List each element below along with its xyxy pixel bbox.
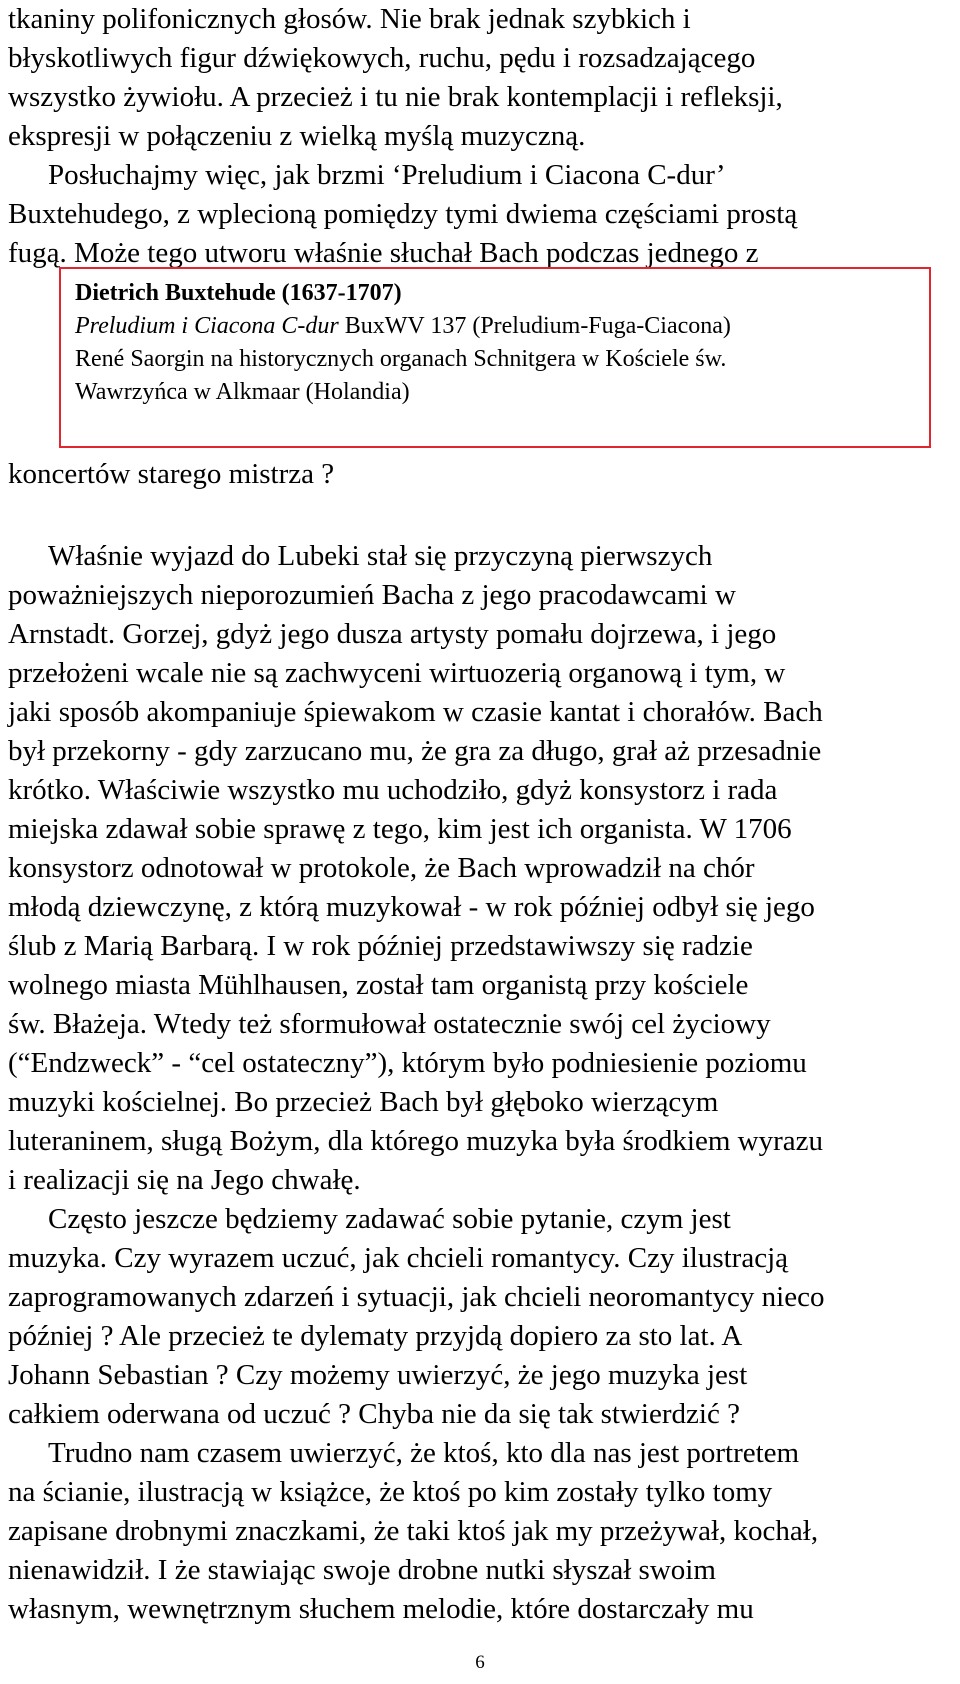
text-line: błyskotliwych figur dźwiękowych, ruchu, pędu i rozsadzającego bbox=[8, 42, 756, 74]
text-line: ekspresji w połączeniu z wielką myślą muzyczną. bbox=[8, 120, 586, 152]
text-line: Właśnie wyjazd do Lubeki stał się przyczyną pierwszych bbox=[48, 540, 713, 572]
body-text-continuation bbox=[8, 455, 948, 494]
text-line: wolnego miasta Mühlhausen, został tam organistą przy kościele bbox=[8, 969, 749, 1001]
text-line: (“Endzweck” - “cel ostateczny”), którym było podniesienie poziomu bbox=[8, 1047, 807, 1079]
text-line: młodą dziewczynę, z którą muzykował - w rok później odbył się jego bbox=[8, 891, 815, 923]
text-line: jaki sposób akompaniuje śpiewakom w czasie kantat i chorałów. Bach bbox=[8, 696, 823, 728]
recording-info-box bbox=[59, 267, 931, 448]
text-line: Często jeszcze będziemy zadawać sobie pytanie, czym jest bbox=[48, 1203, 731, 1235]
text-line: na ścianie, ilustracją w książce, że ktoś po kim zostały tylko tomy bbox=[8, 1476, 773, 1508]
text-line: zaprogramowanych zdarzeń i sytuacji, jak chcieli neoromantycy nieco bbox=[8, 1281, 825, 1313]
text-line: muzyka. Czy wyrazem uczuć, jak chcieli romantycy. Czy ilustracją bbox=[8, 1242, 788, 1274]
text-line: nienawidził. I że stawiając swoje drobne nutki słyszał swoim bbox=[8, 1554, 716, 1586]
text-line: przełożeni wcale nie są zachwyceni wirtuozerią organową i tym, w bbox=[8, 657, 786, 689]
text-line: później ? Ale przecież te dylematy przyjdą dopiero za sto lat. A bbox=[8, 1320, 743, 1352]
text-line: własnym, wewnętrznym słuchem melodie, które dostarczały mu bbox=[8, 1593, 754, 1625]
text-line: fugą. Może tego utworu właśnie słuchał Bach podczas jednego z bbox=[8, 237, 759, 269]
text-line: miejska zdawał sobie sprawę z tego, kim jest ich organista. W 1706 bbox=[8, 813, 792, 845]
text-line: całkiem oderwana od uczuć ? Chyba nie da się tak stwierdzić ? bbox=[8, 1398, 740, 1430]
body-text-bottom bbox=[8, 537, 948, 1629]
text-line: tkaniny polifonicznych głosów. Nie brak jednak szybkich i bbox=[8, 3, 691, 35]
performer-line: Wawrzyńca w Alkmaar (Holandia) bbox=[75, 379, 410, 405]
text-line: Posłuchajmy więc, jak brzmi ‘Preludium i Ciacona C-dur’ bbox=[48, 159, 726, 191]
work-catalog: BuxWV 137 (Preludium-Fuga-Ciacona) bbox=[338, 313, 731, 339]
composer-name: Dietrich Buxtehude bbox=[75, 280, 276, 306]
composer-years: (1637-1707) bbox=[275, 280, 402, 306]
text-line: krótko. Właściwie wszystko mu uchodziło, gdyż konsystorz i rada bbox=[8, 774, 778, 806]
body-text-top bbox=[8, 0, 948, 273]
text-line: ślub z Marią Barbarą. I w rok później przedstawiwszy się radzie bbox=[8, 930, 753, 962]
work-title: Preludium i Ciacona C-dur bbox=[75, 313, 339, 339]
text-line: Arnstadt. Gorzej, gdyż jego dusza artysty pomału dojrzewa, i jego bbox=[8, 618, 777, 650]
composer-line bbox=[75, 277, 929, 310]
text-line: koncertów starego mistrza ? bbox=[8, 458, 335, 490]
page-number: 6 bbox=[475, 1652, 485, 1673]
text-line: muzyki kościelnej. Bo przecież Bach był głęboko wierzącym bbox=[8, 1086, 719, 1118]
text-line: poważniejszych nieporozumień Bacha z jego pracodawcami w bbox=[8, 579, 736, 611]
text-line: i realizacji się na Jego chwałę. bbox=[8, 1164, 361, 1196]
text-line: Buxtehudego, z wplecioną pomiędzy tymi dwiema częściami prostą bbox=[8, 198, 798, 230]
text-line: luteraninem, sługą Bożym, dla którego muzyka była środkiem wyrazu bbox=[8, 1125, 824, 1157]
text-line: św. Błażeja. Wtedy też sformułował ostatecznie swój cel życiowy bbox=[8, 1008, 771, 1040]
text-line: Johann Sebastian ? Czy możemy uwierzyć, że jego muzyka jest bbox=[8, 1359, 748, 1391]
performer-line: René Saorgin na historycznych organach Schnitgera w Kościele św. bbox=[75, 346, 727, 372]
text-line: zapisane drobnymi znaczkami, że taki ktoś jak my przeżywał, kochał, bbox=[8, 1515, 819, 1547]
text-line: konsystorz odnotował w protokole, że Bach wprowadził na chór bbox=[8, 852, 755, 884]
text-line: Trudno nam czasem uwierzyć, że ktoś, kto dla nas jest portretem bbox=[48, 1437, 800, 1469]
work-line bbox=[75, 310, 929, 343]
text-line: wszystko żywiołu. A przecież i tu nie brak kontemplacji i refleksji, bbox=[8, 81, 783, 113]
text-line: był przekorny - gdy zarzucano mu, że gra za długo, grał aż przesadnie bbox=[8, 735, 822, 767]
